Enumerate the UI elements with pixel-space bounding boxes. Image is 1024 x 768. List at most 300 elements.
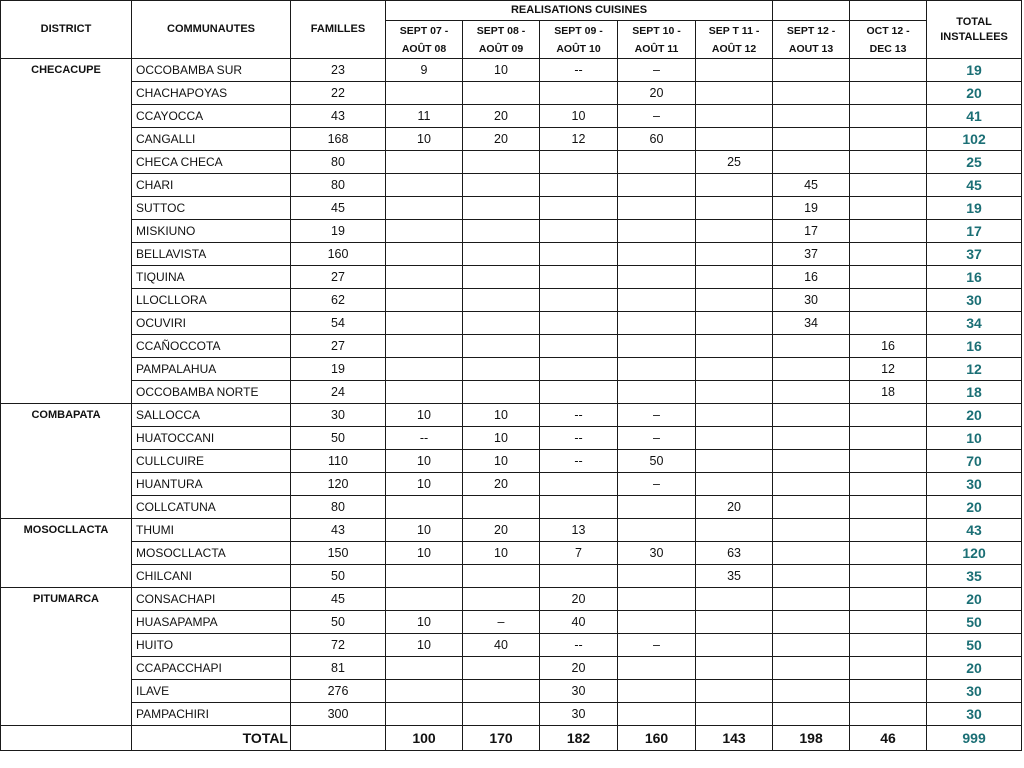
period-cell <box>463 565 540 588</box>
header-period-line1: SEPT 07 - <box>399 24 449 37</box>
total-installed-cell: 70 <box>927 450 1022 473</box>
community-cell: BELLAVISTA <box>132 243 291 266</box>
table-row <box>1 82 1022 105</box>
period-cell <box>850 565 927 588</box>
families-cell: 110 <box>291 450 386 473</box>
period-cell <box>540 335 618 358</box>
total-installed-cell: 45 <box>927 174 1022 197</box>
totals-label: TOTAL <box>132 726 291 751</box>
table-row <box>1 542 1022 565</box>
header-period-line1: OCT 12 - <box>866 24 910 37</box>
period-cell <box>386 657 463 680</box>
period-cell <box>696 220 773 243</box>
table-row <box>1 358 1022 381</box>
table-row <box>1 473 1022 496</box>
period-cell <box>386 289 463 312</box>
period-cell: 13 <box>540 519 618 542</box>
period-cell <box>540 174 618 197</box>
period-cell <box>618 174 696 197</box>
families-cell: 62 <box>291 289 386 312</box>
period-cell <box>540 358 618 381</box>
district-cell <box>1 542 132 565</box>
period-cell <box>850 312 927 335</box>
total-installed-cell: 50 <box>927 611 1022 634</box>
district-cell <box>1 680 132 703</box>
families-cell: 160 <box>291 243 386 266</box>
families-cell: 19 <box>291 358 386 381</box>
period-cell <box>618 220 696 243</box>
families-cell: 120 <box>291 473 386 496</box>
period-cell <box>696 289 773 312</box>
community-cell: CHARI <box>132 174 291 197</box>
period-cell <box>850 404 927 427</box>
table-header <box>1 1 1022 59</box>
totals-p3: 160 <box>618 726 696 751</box>
period-cell <box>618 243 696 266</box>
period-cell <box>618 611 696 634</box>
period-cell <box>850 243 927 266</box>
families-cell: 276 <box>291 680 386 703</box>
district-cell <box>1 473 132 496</box>
total-installed-cell: 30 <box>927 703 1022 726</box>
header-period-line2: AOÛT 11 <box>634 42 679 55</box>
total-installed-cell: 16 <box>927 266 1022 289</box>
families-cell: 50 <box>291 427 386 450</box>
district-cell <box>1 174 132 197</box>
header-period-line1: SEPT 12 - <box>786 24 836 37</box>
district-cell: CHECACUPE <box>1 59 132 82</box>
period-cell <box>540 220 618 243</box>
period-cell <box>696 611 773 634</box>
total-installed-cell: 30 <box>927 680 1022 703</box>
period-cell <box>463 312 540 335</box>
period-cell <box>540 312 618 335</box>
total-installed-cell: 19 <box>927 59 1022 82</box>
period-cell <box>696 588 773 611</box>
table-row <box>1 197 1022 220</box>
period-cell <box>463 358 540 381</box>
families-cell: 27 <box>291 266 386 289</box>
period-cell: 30 <box>540 703 618 726</box>
families-cell: 150 <box>291 542 386 565</box>
period-cell <box>696 404 773 427</box>
period-cell: 30 <box>540 680 618 703</box>
families-cell: 23 <box>291 59 386 82</box>
table-row <box>1 703 1022 726</box>
header-period-line1: SEP T 11 - <box>708 24 760 37</box>
period-cell <box>773 427 850 450</box>
period-cell <box>850 82 927 105</box>
total-installed-cell: 20 <box>927 588 1022 611</box>
families-cell: 80 <box>291 151 386 174</box>
period-cell <box>773 450 850 473</box>
table-row <box>1 381 1022 404</box>
period-cell: 20 <box>463 128 540 151</box>
total-installed-cell: 20 <box>927 404 1022 427</box>
totals-p0: 100 <box>386 726 463 751</box>
period-cell <box>463 680 540 703</box>
table-row <box>1 105 1022 128</box>
period-cell: 10 <box>386 634 463 657</box>
period-cell <box>618 565 696 588</box>
period-cell: 63 <box>696 542 773 565</box>
period-cell <box>850 266 927 289</box>
period-cell: – <box>618 105 696 128</box>
table-row <box>1 450 1022 473</box>
period-cell <box>386 243 463 266</box>
totals-blank <box>1 726 132 751</box>
period-cell: 12 <box>540 128 618 151</box>
period-cell: -- <box>540 404 618 427</box>
total-installed-cell: 41 <box>927 105 1022 128</box>
period-cell: 10 <box>463 542 540 565</box>
period-cell: 20 <box>540 657 618 680</box>
header-period-line2: AOÛT 08 <box>401 42 447 55</box>
community-cell: CHILCANI <box>132 565 291 588</box>
period-cell <box>618 519 696 542</box>
header-period-line2: AOUT 13 <box>788 42 834 55</box>
total-installed-cell: 16 <box>927 335 1022 358</box>
period-cell: 20 <box>463 473 540 496</box>
district-cell <box>1 105 132 128</box>
total-installed-cell: 19 <box>927 197 1022 220</box>
district-cell: PITUMARCA <box>1 588 132 611</box>
table-row <box>1 680 1022 703</box>
header-period-6 <box>850 21 927 59</box>
period-cell <box>386 680 463 703</box>
period-cell: – <box>463 611 540 634</box>
period-cell <box>773 82 850 105</box>
period-cell <box>696 312 773 335</box>
community-cell: CCAYOCCA <box>132 105 291 128</box>
period-cell <box>540 381 618 404</box>
period-cell <box>850 151 927 174</box>
period-cell <box>696 266 773 289</box>
period-cell <box>540 289 618 312</box>
total-installed-cell: 34 <box>927 312 1022 335</box>
period-cell <box>696 243 773 266</box>
period-cell: 18 <box>850 381 927 404</box>
period-cell: 25 <box>696 151 773 174</box>
district-cell <box>1 289 132 312</box>
families-cell: 80 <box>291 496 386 519</box>
period-cell <box>850 450 927 473</box>
period-cell <box>850 427 927 450</box>
period-cell <box>773 542 850 565</box>
community-cell: CHECA CHECA <box>132 151 291 174</box>
header-total <box>927 1 1022 59</box>
period-cell <box>386 335 463 358</box>
total-installed-cell: 12 <box>927 358 1022 381</box>
period-cell: 10 <box>386 519 463 542</box>
period-cell: 10 <box>386 128 463 151</box>
community-cell: TIQUINA <box>132 266 291 289</box>
community-cell: HUITO <box>132 634 291 657</box>
community-cell: ILAVE <box>132 680 291 703</box>
period-cell <box>850 634 927 657</box>
period-cell <box>463 197 540 220</box>
period-cell <box>463 82 540 105</box>
period-cell <box>696 82 773 105</box>
period-cell: 35 <box>696 565 773 588</box>
period-cell <box>773 611 850 634</box>
period-cell <box>773 59 850 82</box>
period-cell <box>540 197 618 220</box>
period-cell <box>850 588 927 611</box>
period-cell <box>773 519 850 542</box>
period-cell: 10 <box>540 105 618 128</box>
totals-p4: 143 <box>696 726 773 751</box>
families-cell: 81 <box>291 657 386 680</box>
period-cell: -- <box>386 427 463 450</box>
period-cell <box>386 312 463 335</box>
period-cell <box>696 174 773 197</box>
period-cell <box>463 496 540 519</box>
district-cell <box>1 450 132 473</box>
total-installed-cell: 102 <box>927 128 1022 151</box>
community-cell: SALLOCCA <box>132 404 291 427</box>
period-cell <box>773 634 850 657</box>
period-cell <box>618 335 696 358</box>
period-cell <box>773 588 850 611</box>
period-cell: 30 <box>773 289 850 312</box>
period-cell <box>386 588 463 611</box>
community-cell: CANGALLI <box>132 128 291 151</box>
period-cell <box>850 657 927 680</box>
period-cell <box>386 220 463 243</box>
period-cell <box>696 335 773 358</box>
period-cell: -- <box>540 427 618 450</box>
period-cell: 16 <box>850 335 927 358</box>
period-cell: – <box>618 404 696 427</box>
community-cell: PAMPACHIRI <box>132 703 291 726</box>
period-cell <box>696 519 773 542</box>
period-cell <box>696 634 773 657</box>
table-row <box>1 611 1022 634</box>
table-row <box>1 404 1022 427</box>
total-installed-cell: 20 <box>927 82 1022 105</box>
period-cell <box>850 220 927 243</box>
period-cell: 11 <box>386 105 463 128</box>
period-cell <box>850 59 927 82</box>
table-row <box>1 565 1022 588</box>
district-cell <box>1 703 132 726</box>
period-cell <box>696 197 773 220</box>
table-row <box>1 496 1022 519</box>
period-cell <box>463 381 540 404</box>
period-cell: – <box>618 634 696 657</box>
families-cell: 168 <box>291 128 386 151</box>
community-cell: LLOCLLORA <box>132 289 291 312</box>
district-cell <box>1 128 132 151</box>
period-cell <box>773 565 850 588</box>
period-cell: 50 <box>618 450 696 473</box>
period-cell: 30 <box>618 542 696 565</box>
period-cell <box>618 197 696 220</box>
table-row <box>1 243 1022 266</box>
header-period-line1: SEPT 08 - <box>476 24 526 37</box>
period-cell <box>463 243 540 266</box>
period-cell <box>463 266 540 289</box>
families-cell: 22 <box>291 82 386 105</box>
period-cell <box>540 243 618 266</box>
period-cell <box>618 312 696 335</box>
period-cell <box>618 588 696 611</box>
table-row <box>1 657 1022 680</box>
period-cell <box>618 657 696 680</box>
period-cell: 10 <box>386 473 463 496</box>
period-cell <box>696 59 773 82</box>
period-cell <box>696 473 773 496</box>
district-cell: MOSOCLLACTA <box>1 519 132 542</box>
period-cell: 17 <box>773 220 850 243</box>
period-cell <box>850 473 927 496</box>
period-cell <box>386 174 463 197</box>
period-cell <box>386 358 463 381</box>
district-cell <box>1 381 132 404</box>
header-total-line2: INSTALLEES <box>940 30 1008 43</box>
families-cell: 45 <box>291 197 386 220</box>
period-cell: 10 <box>386 611 463 634</box>
families-cell: 19 <box>291 220 386 243</box>
period-cell: -- <box>540 450 618 473</box>
header-period-5 <box>773 21 850 59</box>
period-cell: -- <box>540 59 618 82</box>
district-cell <box>1 82 132 105</box>
header-realisations: REALISATIONS CUISINES <box>386 1 773 21</box>
period-cell <box>463 657 540 680</box>
period-cell <box>773 358 850 381</box>
period-cell <box>773 335 850 358</box>
period-cell <box>463 174 540 197</box>
table-row <box>1 335 1022 358</box>
community-cell: CHACHAPOYAS <box>132 82 291 105</box>
grand-total: 999 <box>927 726 1022 751</box>
totals-p6: 46 <box>850 726 927 751</box>
totals-p5: 198 <box>773 726 850 751</box>
period-cell <box>696 450 773 473</box>
community-cell: MOSOCLLACTA <box>132 542 291 565</box>
table-row <box>1 634 1022 657</box>
period-cell <box>463 335 540 358</box>
period-cell <box>618 151 696 174</box>
district-cell <box>1 243 132 266</box>
period-cell <box>850 128 927 151</box>
period-cell: 10 <box>463 427 540 450</box>
period-cell: 20 <box>463 105 540 128</box>
period-cell <box>696 381 773 404</box>
families-cell: 43 <box>291 519 386 542</box>
header-period-line1: SEPT 09 - <box>554 24 603 37</box>
period-cell: 10 <box>386 542 463 565</box>
table-row <box>1 174 1022 197</box>
community-cell: CULLCUIRE <box>132 450 291 473</box>
header-period-4 <box>696 21 773 59</box>
period-cell <box>386 703 463 726</box>
period-cell <box>463 220 540 243</box>
families-cell: 300 <box>291 703 386 726</box>
totals-p2: 182 <box>540 726 618 751</box>
total-installed-cell: 20 <box>927 496 1022 519</box>
period-cell <box>540 565 618 588</box>
period-cell <box>850 680 927 703</box>
period-cell <box>618 496 696 519</box>
period-cell <box>773 128 850 151</box>
period-cell <box>540 496 618 519</box>
total-installed-cell: 30 <box>927 473 1022 496</box>
period-cell <box>850 289 927 312</box>
period-cell <box>386 82 463 105</box>
totals-p1: 170 <box>463 726 540 751</box>
period-cell <box>850 105 927 128</box>
period-cell <box>463 703 540 726</box>
district-cell <box>1 565 132 588</box>
families-cell: 45 <box>291 588 386 611</box>
period-cell <box>850 197 927 220</box>
community-cell: OCCOBAMBA NORTE <box>132 381 291 404</box>
period-cell <box>386 381 463 404</box>
header-period-3 <box>618 21 696 59</box>
period-cell <box>540 82 618 105</box>
period-cell <box>850 519 927 542</box>
district-cell <box>1 151 132 174</box>
period-cell <box>386 266 463 289</box>
period-cell <box>618 266 696 289</box>
district-cell <box>1 657 132 680</box>
period-cell: 9 <box>386 59 463 82</box>
families-cell: 24 <box>291 381 386 404</box>
period-cell: 10 <box>463 450 540 473</box>
period-cell <box>618 680 696 703</box>
period-cell <box>386 197 463 220</box>
totals-families-blank <box>291 726 386 751</box>
period-cell <box>850 542 927 565</box>
period-cell: 40 <box>463 634 540 657</box>
total-installed-cell: 18 <box>927 381 1022 404</box>
table-body <box>1 59 1022 726</box>
table-row <box>1 151 1022 174</box>
period-cell: – <box>618 59 696 82</box>
period-cell: 16 <box>773 266 850 289</box>
period-cell: 19 <box>773 197 850 220</box>
period-cell <box>696 128 773 151</box>
table-row <box>1 427 1022 450</box>
period-cell: 10 <box>386 404 463 427</box>
period-cell: 40 <box>540 611 618 634</box>
period-cell <box>618 381 696 404</box>
community-cell: CONSACHAPI <box>132 588 291 611</box>
period-cell: 20 <box>696 496 773 519</box>
families-cell: 54 <box>291 312 386 335</box>
total-installed-cell: 20 <box>927 657 1022 680</box>
header-total-line1: TOTAL <box>956 15 992 28</box>
families-cell: 50 <box>291 565 386 588</box>
period-cell <box>696 105 773 128</box>
period-cell <box>386 565 463 588</box>
community-cell: HUANTURA <box>132 473 291 496</box>
total-installed-cell: 25 <box>927 151 1022 174</box>
period-cell <box>850 611 927 634</box>
district-cell <box>1 496 132 519</box>
period-cell: 37 <box>773 243 850 266</box>
period-cell <box>850 174 927 197</box>
community-cell: COLLCATUNA <box>132 496 291 519</box>
period-cell <box>773 404 850 427</box>
table-row <box>1 266 1022 289</box>
period-cell: 34 <box>773 312 850 335</box>
header-period-2 <box>540 21 618 59</box>
district-cell <box>1 427 132 450</box>
